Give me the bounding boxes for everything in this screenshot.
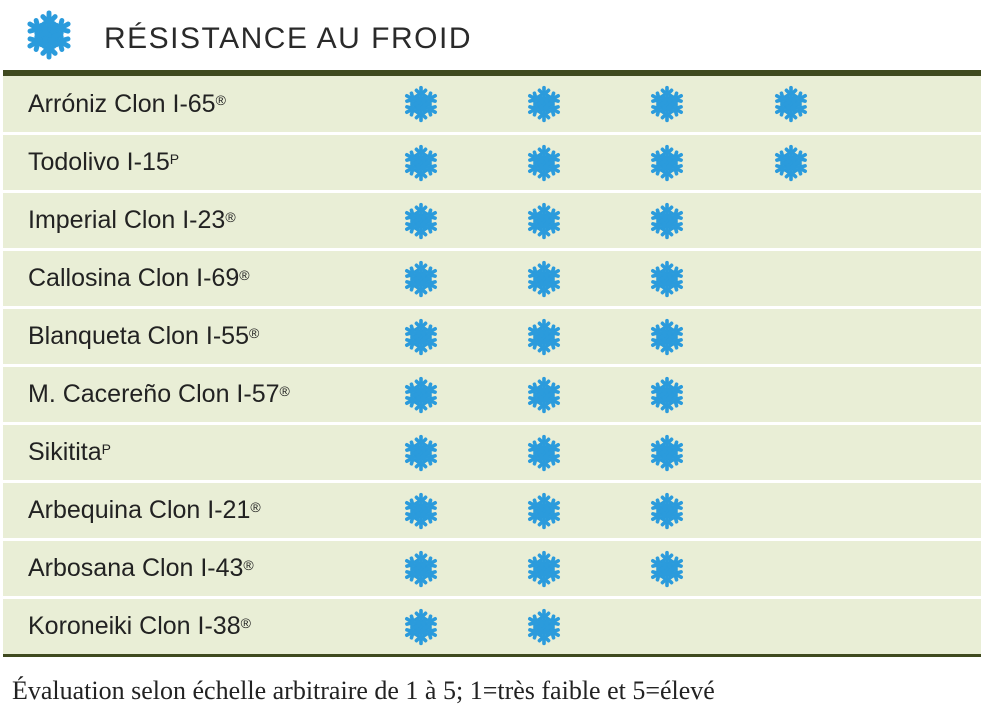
snowflake-icon: [524, 375, 564, 415]
cold-resistance-table: [3, 70, 981, 657]
snowflake-icon: [647, 201, 687, 241]
snowflake-icon: [771, 84, 811, 124]
variety-name: Arróniz Clon I-65 ®: [28, 89, 226, 118]
snowflake-icon: [524, 491, 564, 531]
variety-name: Arbosana Clon I-43 ®: [28, 554, 254, 582]
snowflake-icon: [401, 84, 441, 124]
variety-label: Todolivo I-15: [28, 148, 170, 176]
section-header: [0, 0, 987, 72]
variety-label: Koroneiki Clon I-38: [28, 612, 241, 640]
variety-label: M. Cacereño Clon I-57: [28, 380, 280, 408]
variety-name: Koroneiki Clon I-38 ®: [28, 612, 251, 640]
snowflake-icon: [22, 8, 76, 62]
snowflake-icon: [647, 491, 687, 531]
variety-name: Blanqueta Clon I-55 ®: [28, 322, 260, 350]
variety-name: M. Cacereño Clon I-57 ®: [28, 380, 290, 408]
snowflake-icon: [524, 143, 564, 183]
snowflake-icon: [401, 491, 441, 531]
snowflake-icon: [401, 259, 441, 299]
snowflake-icon: [647, 259, 687, 299]
variety-name: Imperial Clon I-23 ®: [28, 206, 236, 234]
snowflake-icon: [647, 143, 687, 183]
variety-name: Callosina Clon I-69 ®: [28, 264, 250, 292]
snowflake-icon: [401, 201, 441, 241]
table-row: [3, 364, 981, 422]
table-row: [3, 480, 981, 538]
snowflake-icon: [524, 549, 564, 589]
snowflake-icon: [401, 143, 441, 183]
variety-label: Sikitita: [28, 438, 102, 466]
table-row: [3, 538, 981, 596]
snowflake-icon: [401, 375, 441, 415]
snowflake-icon: [771, 143, 811, 183]
variety-name: Sikitita $^P$: [28, 438, 111, 466]
snowflake-icon: [524, 433, 564, 473]
snowflake-icon: [647, 84, 687, 124]
snowflake-icon: [524, 84, 564, 124]
table-row: [3, 248, 981, 306]
variety-label: Arróniz Clon I-65: [28, 89, 216, 118]
snowflake-icon: [524, 607, 564, 647]
snowflake-icon: [647, 375, 687, 415]
table-row: [3, 596, 981, 654]
variety-label: Blanqueta Clon I-55: [28, 322, 249, 350]
footnote: Évaluation selon échelle arbitraire de 1 à 5; 1=très faible et 5=élevé: [12, 676, 715, 705]
snowflake-icon: [401, 607, 441, 647]
table-row: [3, 76, 981, 132]
page-title: RÉSISTANCE AU FROID: [104, 22, 472, 55]
variety-name: Todolivo I-15 $^P$: [28, 148, 180, 176]
snowflake-icon: [401, 433, 441, 473]
variety-label: Imperial Clon I-23: [28, 206, 226, 234]
snowflake-icon: [524, 317, 564, 357]
snowflake-icon: [647, 317, 687, 357]
variety-name: Arbequina Clon I-21 ®: [28, 496, 261, 524]
snowflake-icon: [524, 259, 564, 299]
table-row: [3, 190, 981, 248]
snowflake-icon: [524, 201, 564, 241]
variety-label: Arbosana Clon I-43: [28, 554, 244, 582]
table-row: [3, 422, 981, 480]
snowflake-icon: [401, 317, 441, 357]
variety-label: Arbequina Clon I-21: [28, 496, 251, 524]
snowflake-icon: [647, 433, 687, 473]
table-row: [3, 306, 981, 364]
snowflake-icon: [647, 549, 687, 589]
table-row: [3, 132, 981, 190]
variety-label: Callosina Clon I-69: [28, 264, 240, 292]
snowflake-icon: [401, 549, 441, 589]
